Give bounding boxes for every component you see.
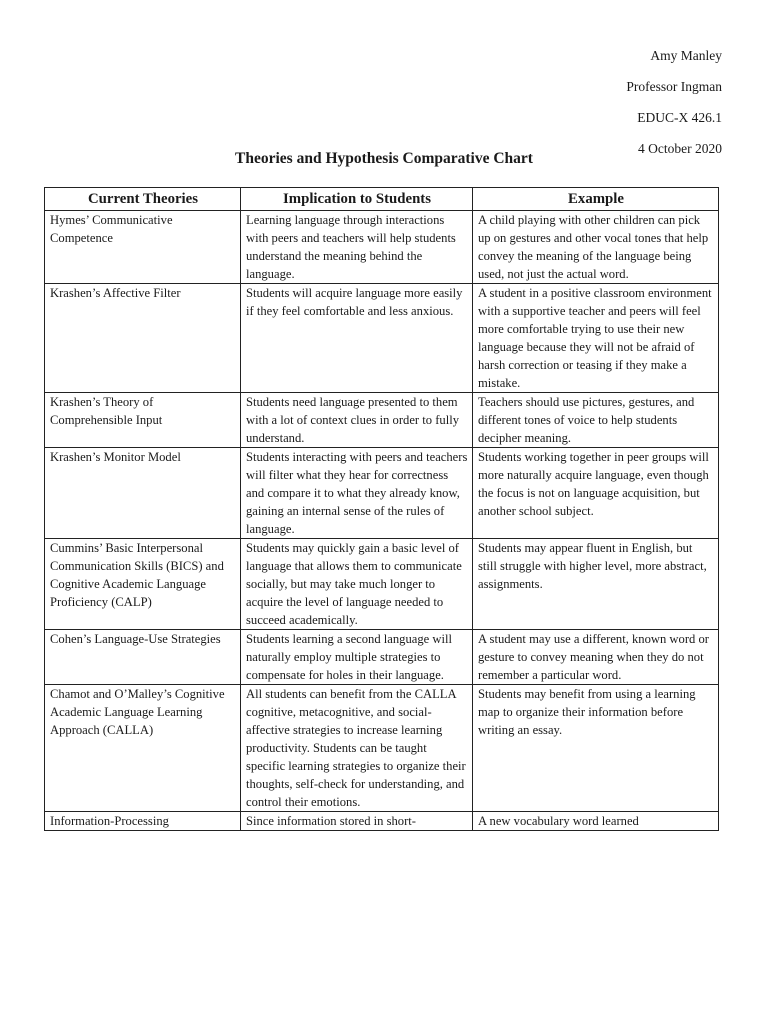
table-row (45, 393, 719, 448)
implication-cell: Students will acquire language more easily if they feel comfortable and less anxious. (241, 284, 473, 393)
example-cell: Teachers should use pictures, gestures, and different tones of voice to help students decipher meaning. (473, 393, 719, 448)
table-row (45, 211, 719, 284)
document-header (626, 43, 722, 167)
column-header-implication: Implication to Students (241, 188, 473, 211)
document-title: Theories and Hypothesis Comparative Chart (235, 150, 533, 167)
comparative-chart-table (44, 187, 719, 831)
theory-cell: Chamot and O’Malley’s Cognitive Academic Language Learning Approach (CALLA) (45, 685, 241, 812)
example-cell: A child playing with other children can pick up on gestures and other vocal tones that help convey the meaning of the language being used, not just the actual word. (473, 211, 719, 284)
example-cell: A student may use a different, known word or gesture to convey meaning when they do not remember a particular word. (473, 630, 719, 685)
table-row (45, 812, 719, 831)
example-cell: Students may appear fluent in English, but still struggle with higher level, more abstract, assignments. (473, 539, 719, 630)
table-row (45, 685, 719, 812)
theory-cell: Cummins’ Basic Interpersonal Communication Skills (BICS) and Cognitive Academic Language Proficiency (CALP) (45, 539, 241, 630)
example-cell: A student in a positive classroom environment with a supportive teacher and peers will feel more comfortable trying to use their new language because they will not be afraid of harsh correction or teasing if they make a mistake. (473, 284, 719, 393)
implication-cell: Since information stored in short- (241, 812, 473, 831)
table-row (45, 448, 719, 539)
theory-cell: Krashen’s Affective Filter (45, 284, 241, 393)
implication-cell: Students interacting with peers and teachers will filter what they hear for correctness and compare it to what they already know, gaining an internal sense of the rules of language. (241, 448, 473, 539)
example-cell: A new vocabulary word learned (473, 812, 719, 831)
example-cell: Students may benefit from using a learning map to organize their information before writing an essay. (473, 685, 719, 812)
theory-cell: Krashen’s Theory of Comprehensible Input (45, 393, 241, 448)
implication-cell: Students may quickly gain a basic level of language that allows them to communicate socially, but may take much longer to acquire the level of language needed to succeed academically. (241, 539, 473, 630)
course-code: EDUC-X 426.1 (637, 110, 722, 125)
document-date: 4 October 2020 (638, 141, 722, 156)
theory-cell: Hymes’ Communicative Competence (45, 211, 241, 284)
author-name: Amy Manley (650, 48, 722, 63)
implication-cell: Learning language through interactions with peers and teachers will help students understand the meaning behind the language. (241, 211, 473, 284)
theory-cell: Information-Processing (45, 812, 241, 831)
table-header-row (45, 188, 719, 211)
column-header-example: Example (473, 188, 719, 211)
implication-cell: Students learning a second language will naturally employ multiple strategies to compensate for holes in their language. (241, 630, 473, 685)
theory-cell: Cohen’s Language-Use Strategies (45, 630, 241, 685)
professor-name: Professor Ingman (626, 79, 722, 94)
table-row (45, 284, 719, 393)
implication-cell: Students need language presented to them with a lot of context clues in order to fully understand. (241, 393, 473, 448)
theory-cell: Krashen’s Monitor Model (45, 448, 241, 539)
implication-cell: All students can benefit from the CALLA cognitive, metacognitive, and social-affective strategies to increase learning productivity. Students can be taught specific learning strategies to organize their thoughts, self-check for understanding, and control their emotions. (241, 685, 473, 812)
example-cell: Students working together in peer groups will more naturally acquire language, even though the focus is not on language acquisition, but another school subject. (473, 448, 719, 539)
table-row (45, 630, 719, 685)
table-row (45, 539, 719, 630)
column-header-theories: Current Theories (45, 188, 241, 211)
